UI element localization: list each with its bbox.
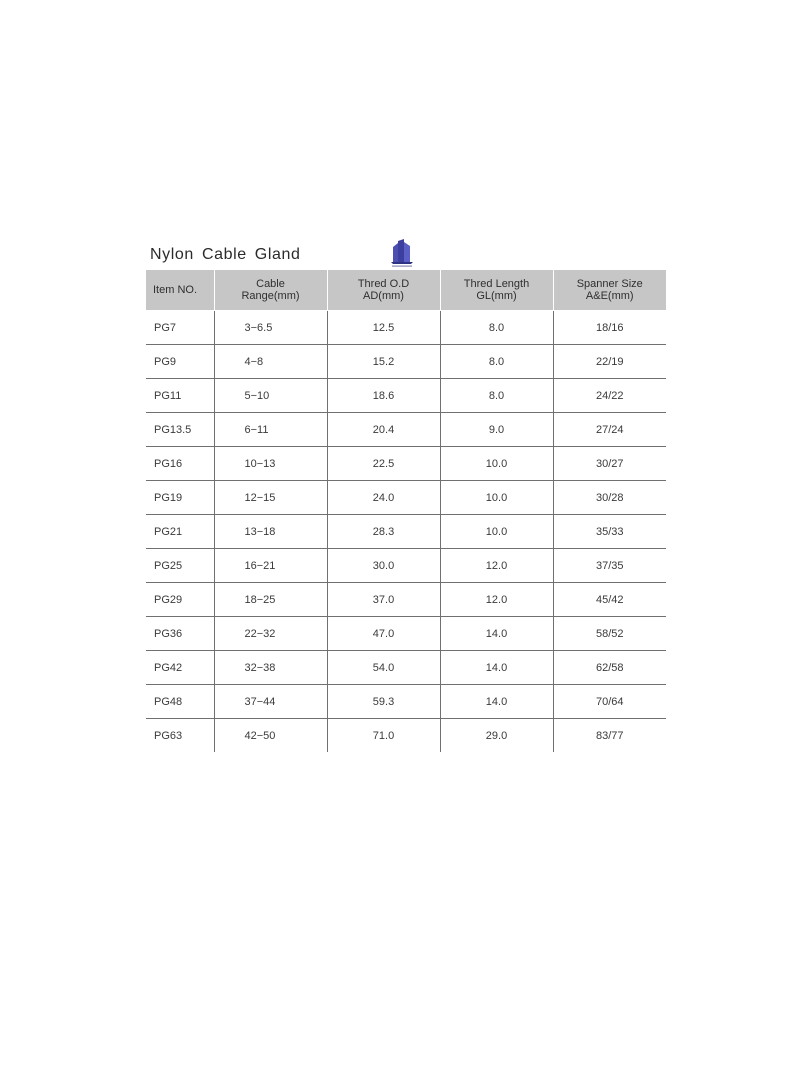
cell-spanner-size: 27/24 <box>553 413 666 447</box>
header-row <box>146 270 666 311</box>
cell-thread-od: 71.0 <box>327 719 440 753</box>
cell-thread-length: 10.0 <box>440 481 553 515</box>
page-title: Nylon Cable Gland <box>150 246 301 263</box>
cell-cable-range: 12−15 <box>214 481 327 515</box>
header-label-line1: Thred O.D <box>357 278 410 290</box>
cell-cable-range: 32−38 <box>214 651 327 685</box>
cell-spanner-size: 83/77 <box>553 719 666 753</box>
header-label-line2: AD(mm) <box>363 290 404 302</box>
cell-thread-od: 37.0 <box>327 583 440 617</box>
table-header <box>146 270 666 311</box>
cell-item-no: PG11 <box>146 379 214 413</box>
table-row <box>146 413 666 447</box>
header-label-line1: Spanner Size <box>576 278 643 290</box>
company-logo <box>389 238 415 268</box>
header-item-no <box>146 270 214 311</box>
cell-thread-od: 30.0 <box>327 549 440 583</box>
cell-thread-od: 47.0 <box>327 617 440 651</box>
cell-thread-length: 10.0 <box>440 515 553 549</box>
building-logo-icon <box>389 238 415 268</box>
table-row <box>146 515 666 549</box>
table-body <box>146 311 666 753</box>
cell-item-no: PG19 <box>146 481 214 515</box>
cell-thread-length: 29.0 <box>440 719 553 753</box>
cell-thread-length: 10.0 <box>440 447 553 481</box>
cell-item-no: PG25 <box>146 549 214 583</box>
table-row <box>146 583 666 617</box>
cell-item-no: PG16 <box>146 447 214 481</box>
cell-cable-range: 42−50 <box>214 719 327 753</box>
cell-cable-range: 3−6.5 <box>214 311 327 345</box>
cell-thread-length: 14.0 <box>440 685 553 719</box>
cell-spanner-size: 62/58 <box>553 651 666 685</box>
table-row <box>146 311 666 345</box>
header-label-line1: Item NO. <box>153 284 198 296</box>
header-label-line2: GL(mm) <box>476 290 517 302</box>
cell-cable-range: 16−21 <box>214 549 327 583</box>
cell-thread-length: 8.0 <box>440 311 553 345</box>
cell-item-no: PG7 <box>146 311 214 345</box>
header-thread-od <box>327 270 440 311</box>
table-row <box>146 379 666 413</box>
cell-thread-od: 15.2 <box>327 345 440 379</box>
table-row <box>146 549 666 583</box>
cell-thread-length: 8.0 <box>440 345 553 379</box>
cell-thread-od: 12.5 <box>327 311 440 345</box>
header-spanner-size <box>553 270 666 311</box>
header-label-line2: A&E(mm) <box>585 290 634 302</box>
cell-item-no: PG13.5 <box>146 413 214 447</box>
cell-thread-od: 24.0 <box>327 481 440 515</box>
cell-thread-length: 12.0 <box>440 583 553 617</box>
table-row <box>146 617 666 651</box>
cell-spanner-size: 30/27 <box>553 447 666 481</box>
cell-cable-range: 5−10 <box>214 379 327 413</box>
cell-cable-range: 4−8 <box>214 345 327 379</box>
cell-thread-length: 14.0 <box>440 617 553 651</box>
cell-thread-od: 20.4 <box>327 413 440 447</box>
cell-cable-range: 18−25 <box>214 583 327 617</box>
cell-spanner-size: 30/28 <box>553 481 666 515</box>
cell-item-no: PG29 <box>146 583 214 617</box>
cell-thread-length: 9.0 <box>440 413 553 447</box>
table-row <box>146 651 666 685</box>
cell-thread-length: 14.0 <box>440 651 553 685</box>
cell-spanner-size: 45/42 <box>553 583 666 617</box>
cell-item-no: PG63 <box>154 729 183 742</box>
table-row <box>146 685 666 719</box>
cell-spanner-size: 22/19 <box>553 345 666 379</box>
cell-cable-range: 13−18 <box>214 515 327 549</box>
cell-thread-od: 54.0 <box>327 651 440 685</box>
table-row <box>146 447 666 481</box>
cell-thread-od: 28.3 <box>327 515 440 549</box>
cell-spanner-size: 58/52 <box>553 617 666 651</box>
cell-thread-od: 18.6 <box>327 379 440 413</box>
cell-spanner-size: 35/33 <box>553 515 666 549</box>
header-label-line1: Cable <box>256 278 285 290</box>
cell-thread-od: 22.5 <box>327 447 440 481</box>
header-cable-range <box>214 270 327 311</box>
cell-item-no: PG48 <box>146 685 214 719</box>
cell-cable-range: 10−13 <box>214 447 327 481</box>
header-label-line2: Range(mm) <box>241 290 300 302</box>
cell-spanner-size: 70/64 <box>553 685 666 719</box>
cell-thread-length: 12.0 <box>440 549 553 583</box>
cell-item-no: PG21 <box>146 515 214 549</box>
cell-spanner-size: 37/35 <box>553 549 666 583</box>
header-thread-length <box>440 270 553 311</box>
cell-item-no: PG36 <box>146 617 214 651</box>
header-label-line1: Thred Length <box>463 278 530 290</box>
cell-spanner-size: 24/22 <box>553 379 666 413</box>
table-row <box>146 481 666 515</box>
table-row <box>146 345 666 379</box>
cell-spanner-size: 18/16 <box>553 311 666 345</box>
cell-item-no: PG42 <box>146 651 214 685</box>
cell-thread-length: 8.0 <box>440 379 553 413</box>
cell-cable-range: 37−44 <box>214 685 327 719</box>
cell-item-no: PG9 <box>146 345 214 379</box>
cell-thread-od: 59.3 <box>327 685 440 719</box>
cell-cable-range: 22−32 <box>214 617 327 651</box>
cell-cable-range: 6−11 <box>214 413 327 447</box>
table-row <box>146 719 666 753</box>
cable-gland-spec-table <box>146 270 666 752</box>
